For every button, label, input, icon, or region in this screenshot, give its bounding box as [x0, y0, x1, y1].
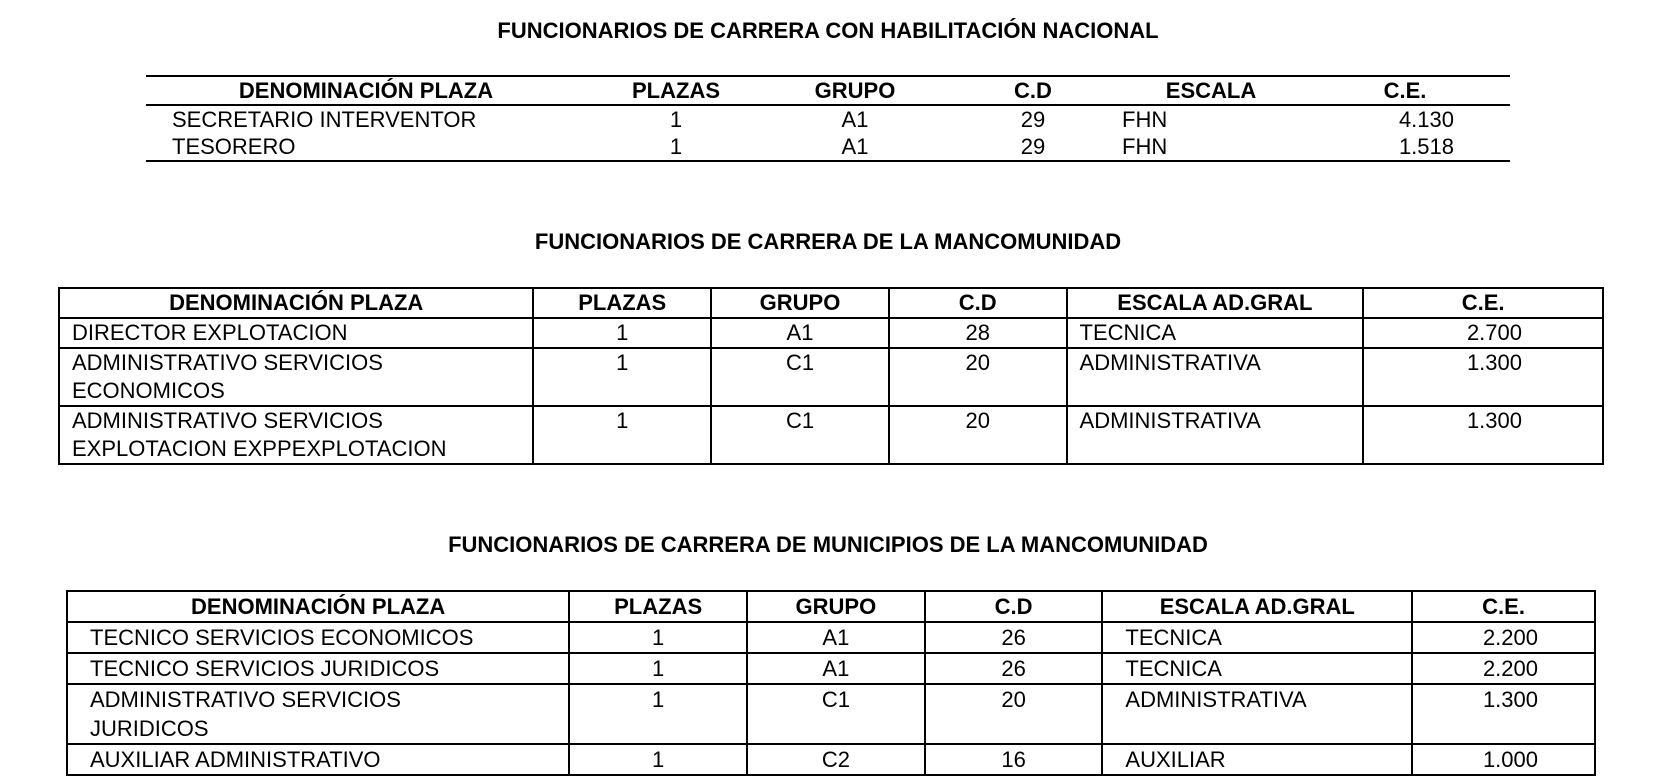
cell-ce: 1.518 [1398, 134, 1454, 159]
table-row [67, 744, 1595, 775]
column-header-denominacion: DENOMINACIÓN PLAZA [238, 78, 494, 103]
cell-ce: 2.200 [1412, 653, 1595, 684]
cell-grupo: C2 [747, 744, 925, 775]
cell-grupo: A1 [841, 134, 869, 159]
cell-escala: ADMINISTRATIVA [1102, 684, 1412, 744]
cell-cd: 20 [925, 684, 1103, 744]
cell-escala: ADMINISTRATIVA [1067, 348, 1364, 406]
cell-plazas: 1 [669, 134, 683, 159]
cell-denominacion: TECNICO SERVICIOS ECONOMICOS [67, 622, 569, 653]
cell-plazas: 1 [569, 622, 747, 653]
cell-denominacion: AUXILIAR ADMINISTRATIVO [67, 744, 569, 775]
column-header-ce: C.E. [1383, 78, 1427, 103]
column-header-grupo: GRUPO [711, 288, 889, 318]
cell-grupo: C1 [711, 348, 889, 406]
section-title-mancomunidad: FUNCIONARIOS DE CARRERA DE LA MANCOMUNIDAD [534, 229, 1122, 254]
cell-escala: FHN [1122, 107, 1168, 132]
column-header-ce: C.E. [1412, 591, 1595, 622]
section-title-municipios-mancomunidad: FUNCIONARIOS DE CARRERA DE MUNICIPIOS DE LA MANCOMUNIDAD [448, 532, 1208, 557]
cell-denominacion: DIRECTOR EXPLOTACION [59, 318, 533, 348]
column-header-denominacion: DENOMINACIÓN PLAZA [67, 591, 569, 622]
cell-cd: 26 [925, 622, 1103, 653]
column-header-plazas: PLAZAS [569, 591, 747, 622]
cell-denominacion [67, 684, 569, 744]
column-header-escala: ESCALA [1165, 78, 1257, 103]
cell-ce: 1.300 [1363, 406, 1603, 464]
table-municipios-mancomunidad [66, 590, 1596, 776]
table-row [67, 622, 1595, 653]
cell-denominacion [59, 406, 533, 464]
section-title-habilitacion-nacional: FUNCIONARIOS DE CARRERA CON HABILITACIÓN NACIONAL [497, 18, 1159, 43]
cell-denominacion: SECRETARIO INTERVENTOR [172, 107, 477, 132]
column-header-cd: C.D [925, 591, 1103, 622]
cell-escala: TECNICA [1067, 318, 1364, 348]
cell-line: ADMINISTRATIVO SERVICIOS [90, 687, 401, 712]
cell-grupo: A1 [711, 318, 889, 348]
cell-grupo: A1 [747, 622, 925, 653]
cell-escala: TECNICA [1102, 653, 1412, 684]
column-header-cd: C.D [889, 288, 1067, 318]
table-habilitacion-nacional [146, 75, 1510, 162]
column-header-grupo: GRUPO [747, 591, 925, 622]
table-row [67, 653, 1595, 684]
cell-cd: 28 [889, 318, 1067, 348]
column-header-cd: C.D [1014, 78, 1052, 103]
cell-denominacion: TESORERO [172, 134, 296, 159]
cell-plazas: 1 [569, 653, 747, 684]
cell-ce: 1.300 [1363, 348, 1603, 406]
cell-escala: TECNICA [1102, 622, 1412, 653]
cell-ce: 1.000 [1412, 744, 1595, 775]
cell-ce: 2.200 [1412, 622, 1595, 653]
cell-line: ECONOMICOS [72, 378, 225, 403]
cell-escala: FHN [1122, 134, 1168, 159]
table-mancomunidad [58, 287, 1604, 465]
column-header-escala: ESCALA AD.GRAL [1102, 591, 1412, 622]
cell-cd: 26 [925, 653, 1103, 684]
cell-plazas: 1 [569, 744, 747, 775]
cell-grupo: C1 [711, 406, 889, 464]
cell-denominacion: TECNICO SERVICIOS JURIDICOS [67, 653, 569, 684]
cell-grupo: A1 [841, 107, 869, 132]
table-body [59, 318, 1603, 464]
column-header-denominacion: DENOMINACIÓN PLAZA [59, 288, 533, 318]
table-row [59, 318, 1603, 348]
cell-plazas: 1 [533, 348, 711, 406]
cell-line: ADMINISTRATIVO SERVICIOS [72, 350, 383, 375]
cell-grupo: C1 [747, 684, 925, 744]
cell-plazas: 1 [533, 318, 711, 348]
cell-ce: 4.130 [1398, 107, 1454, 132]
cell-cd: 16 [925, 744, 1103, 775]
table-row [67, 684, 1595, 744]
cell-plazas: 1 [569, 684, 747, 744]
table-header-row [146, 76, 1510, 105]
cell-cd: 29 [1020, 134, 1046, 159]
cell-escala: ADMINISTRATIVA [1067, 406, 1364, 464]
cell-ce: 1.300 [1412, 684, 1595, 744]
cell-denominacion [59, 348, 533, 406]
cell-ce: 2.700 [1363, 318, 1603, 348]
column-header-escala: ESCALA AD.GRAL [1067, 288, 1364, 318]
cell-cd: 20 [889, 348, 1067, 406]
table-row [59, 348, 1603, 406]
table-body [146, 105, 1510, 161]
table-body [67, 622, 1595, 775]
table-row [59, 406, 1603, 464]
cell-escala: AUXILIAR [1102, 744, 1412, 775]
cell-line: EXPLOTACION EXPPEXPLOTACION [72, 436, 447, 461]
cell-cd: 20 [889, 406, 1067, 464]
cell-plazas: 1 [533, 406, 711, 464]
column-header-ce: C.E. [1363, 288, 1603, 318]
table-row [146, 133, 1510, 161]
table-row [146, 105, 1510, 133]
column-header-plazas: PLAZAS [632, 78, 720, 103]
cell-cd: 29 [1020, 107, 1046, 132]
cell-grupo: A1 [747, 653, 925, 684]
table-header-row [59, 288, 1603, 318]
cell-plazas: 1 [669, 107, 683, 132]
column-header-plazas: PLAZAS [533, 288, 711, 318]
table-header-row [67, 591, 1595, 622]
column-header-grupo: GRUPO [814, 78, 896, 103]
cell-line: ADMINISTRATIVO SERVICIOS [72, 408, 383, 433]
cell-line: JURIDICOS [90, 716, 209, 741]
